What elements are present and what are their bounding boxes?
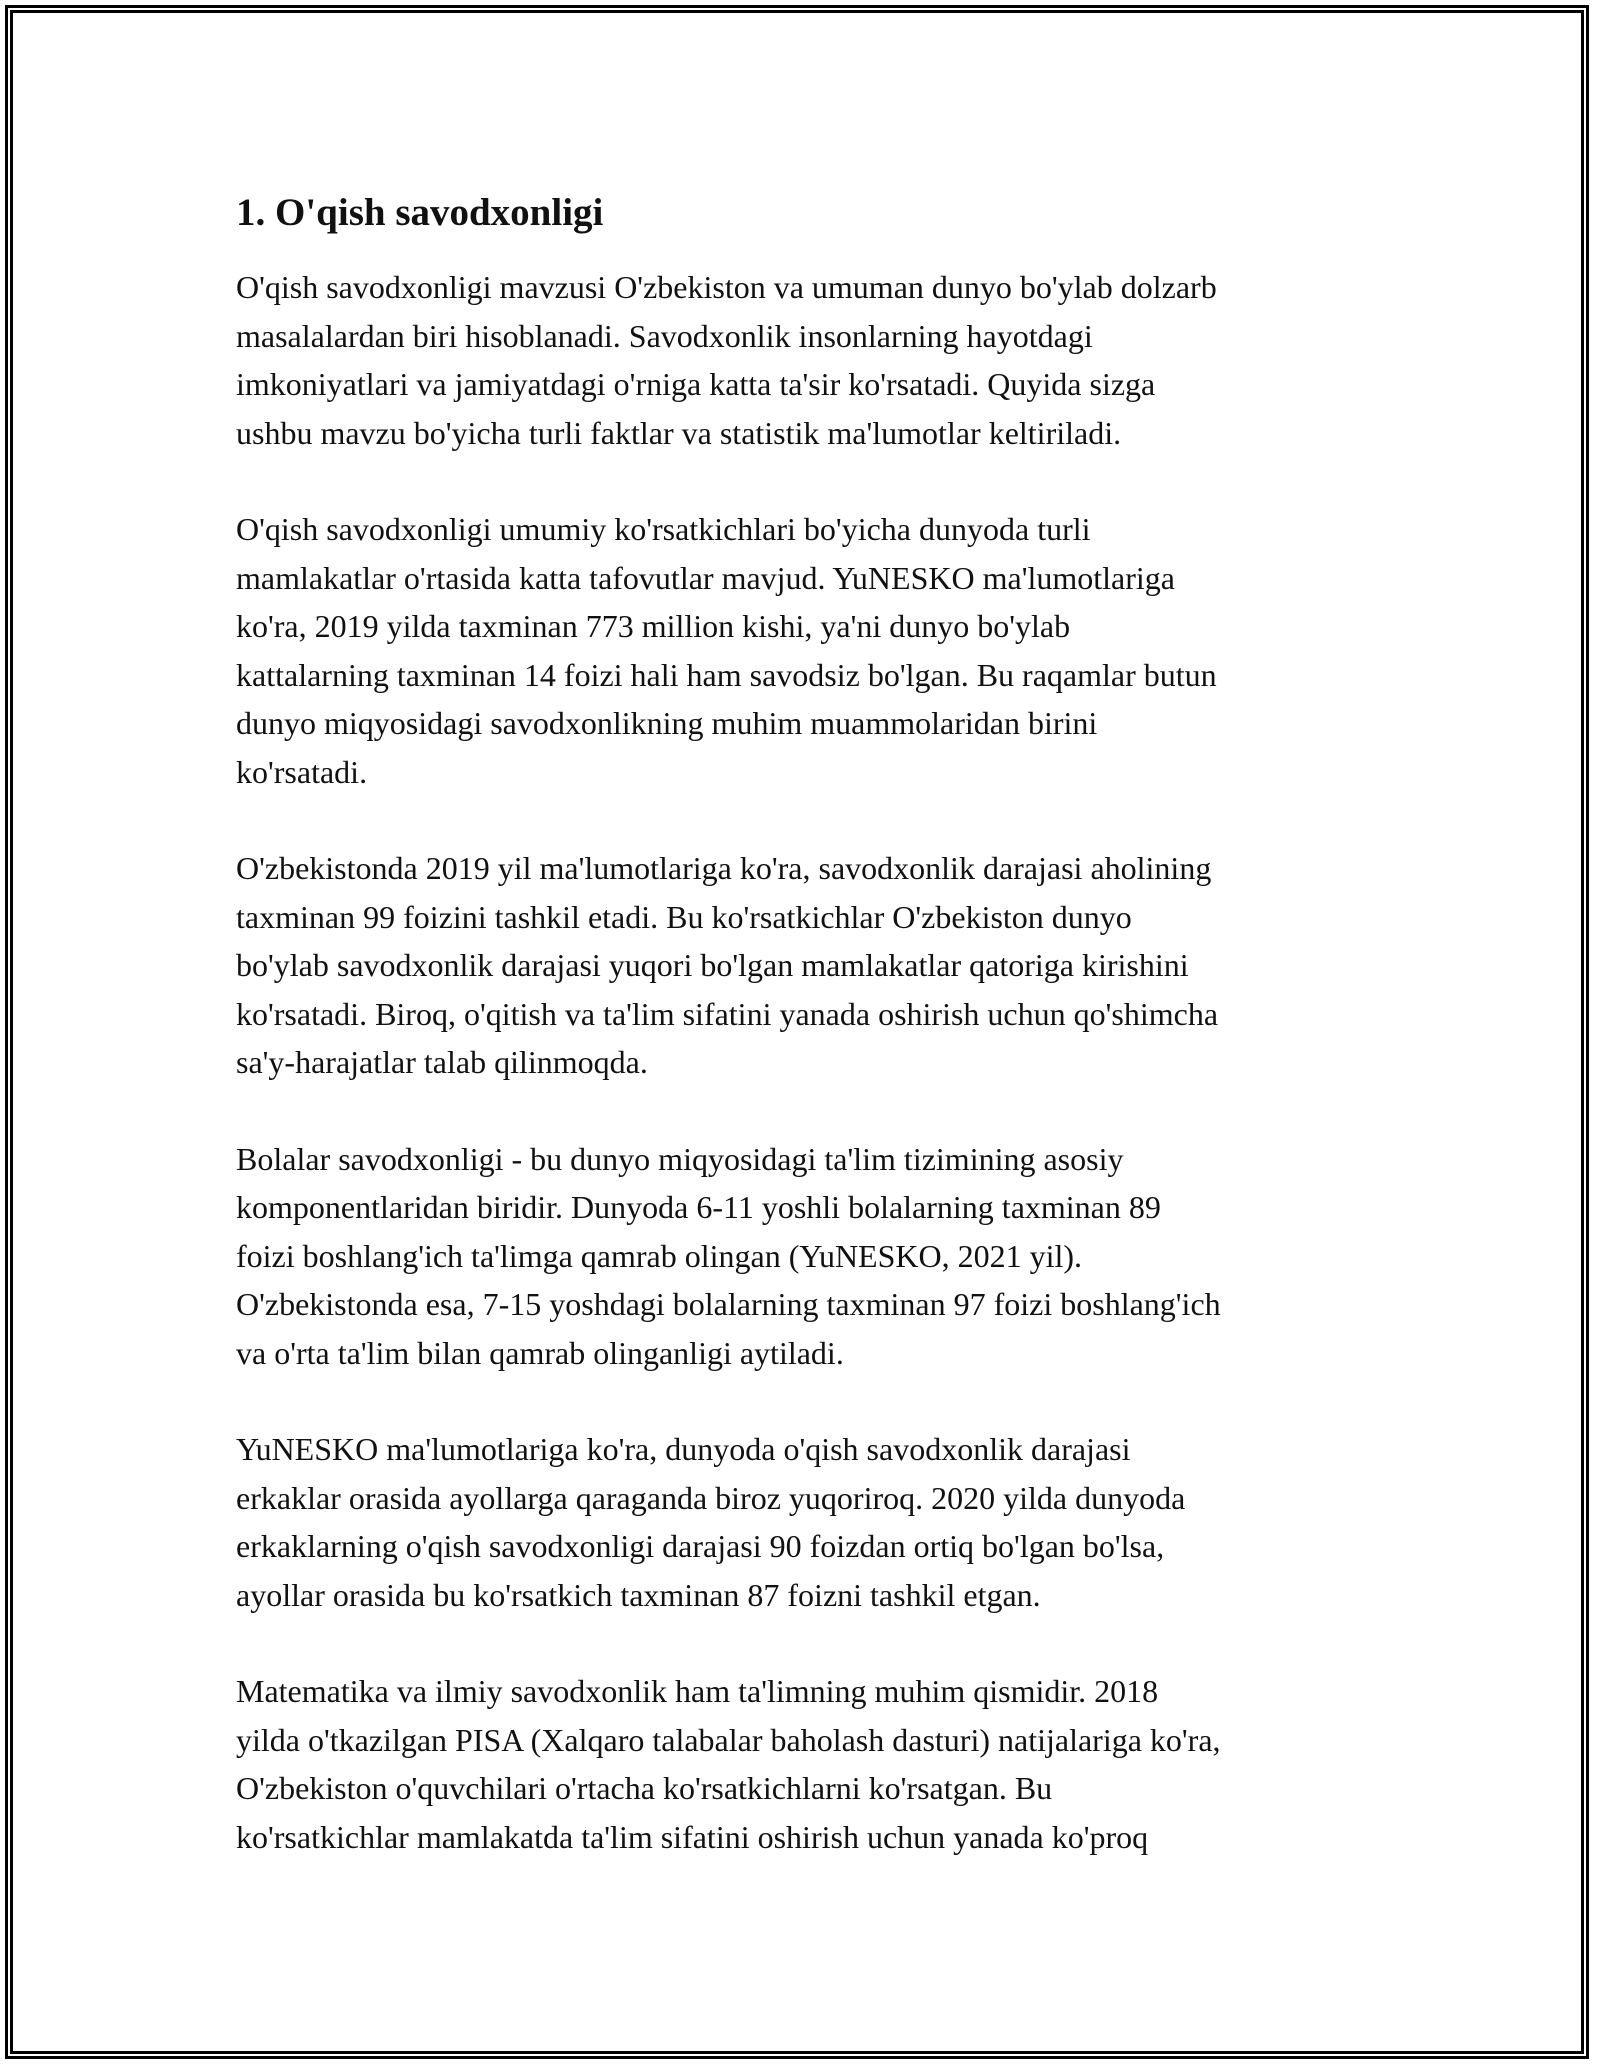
paragraph-2 bbox=[236, 505, 1386, 796]
text-line: O'zbekiston o'quvchilari o'rtacha ko'rsatkichlarni ko'rsatgan. Bu bbox=[236, 1770, 1053, 1806]
text-line: YuNESKO ma'lumotlariga ko'ra, dunyoda o'qish savodxonlik darajasi bbox=[236, 1431, 1131, 1467]
text-line: ayollar orasida bu ko'rsatkich taxminan 87 foizni tashkil etgan. bbox=[236, 1576, 1041, 1613]
paragraph-4 bbox=[236, 1135, 1386, 1378]
text-line: O'zbekistonda esa, 7-15 yoshdagi bolalarning taxminan 97 foizi boshlang'ich bbox=[236, 1286, 1221, 1322]
paragraph-1 bbox=[236, 263, 1386, 457]
text-line: va o'rta ta'lim bilan qamrab olinganligi aytiladi. bbox=[236, 1334, 844, 1371]
text-line: imkoniyatlari va jamiyatdagi o'rniga katta ta'sir ko'rsatadi. Quyida sizga bbox=[236, 366, 1156, 402]
text-line: O'qish savodxonligi umumiy ko'rsatkichlari bo'yicha dunyoda turli bbox=[236, 511, 1091, 547]
text-line: erkaklarning o'qish savodxonligi darajasi 90 foizdan ortiq bo'lgan bo'lsa, bbox=[236, 1528, 1165, 1564]
text-line: erkaklar orasida ayollarga qaraganda biroz yuqoriroq. 2020 yilda dunyoda bbox=[236, 1479, 1186, 1516]
paragraph-3 bbox=[236, 844, 1386, 1087]
text-line: mamlakatlar o'rtasida katta tafovutlar mavjud. YuNESKO ma'lumotlariga bbox=[236, 559, 1175, 596]
text-line: Bolalar savodxonligi - bu dunyo miqyosidagi ta'lim tizimining asosiy bbox=[236, 1140, 1124, 1177]
text-line: sa'y-harajatlar talab qilinmoqda. bbox=[236, 1044, 648, 1080]
text-line: bo'ylab savodxonlik darajasi yuqori bo'lgan mamlakatlar qatoriga kirishini bbox=[236, 947, 1189, 983]
text-line: ko'ra, 2019 yilda taxminan 773 million kishi, ya'ni dunyo bo'ylab bbox=[236, 608, 1071, 644]
text-line: ko'rsatadi. Biroq, o'qitish va ta'lim sifatini yanada oshirish uchun qo'shimcha bbox=[236, 995, 1219, 1032]
document-body bbox=[236, 185, 1386, 1909]
text-line: kattalarning taxminan 14 foizi hali ham savodsiz bo'lgan. Bu raqamlar butun bbox=[236, 656, 1217, 693]
paragraph-6 bbox=[236, 1667, 1386, 1861]
text-line: ushbu mavzu bo'yicha turli faktlar va statistik ma'lumotlar keltiriladi. bbox=[236, 414, 1122, 451]
text-line: O'zbekistonda 2019 yil ma'lumotlariga ko'ra, savodxonlik darajasi aholining bbox=[236, 850, 1212, 886]
text-line: foizi boshlang'ich ta'limga qamrab olingan (YuNESKO, 2021 yil). bbox=[236, 1237, 1083, 1274]
text-line: yilda o'tkazilgan PISA (Xalqaro talabalar baholash dasturi) natijalariga ko'ra, bbox=[236, 1721, 1221, 1758]
text-line: dunyo miqyosidagi savodxonlikning muhim muammolaridan birini bbox=[236, 705, 1098, 741]
section-heading: 1. O'qish savodxonligi bbox=[236, 191, 604, 234]
text-line: taxminan 99 foizini tashkil etadi. Bu ko'rsatkichlar O'zbekiston dunyo bbox=[236, 898, 1132, 935]
text-line: Matematika va ilmiy savodxonlik ham ta'limning muhim qismidir. 2018 bbox=[236, 1673, 1159, 1709]
text-line: ko'rsatkichlar mamlakatda ta'lim sifatini oshirish uchun yanada ko'proq bbox=[236, 1818, 1149, 1855]
text-line: komponentlaridan biridir. Dunyoda 6-11 yoshli bolalarning taxminan 89 bbox=[236, 1189, 1161, 1225]
text-line: masalalardan biri hisoblanadi. Savodxonlik insonlarning hayotdagi bbox=[236, 317, 1093, 354]
text-line: ko'rsatadi. bbox=[236, 753, 368, 790]
text-line: O'qish savodxonligi mavzusi O'zbekiston va umuman dunyo bo'ylab dolzarb bbox=[236, 269, 1217, 305]
paragraph-5 bbox=[236, 1425, 1386, 1619]
